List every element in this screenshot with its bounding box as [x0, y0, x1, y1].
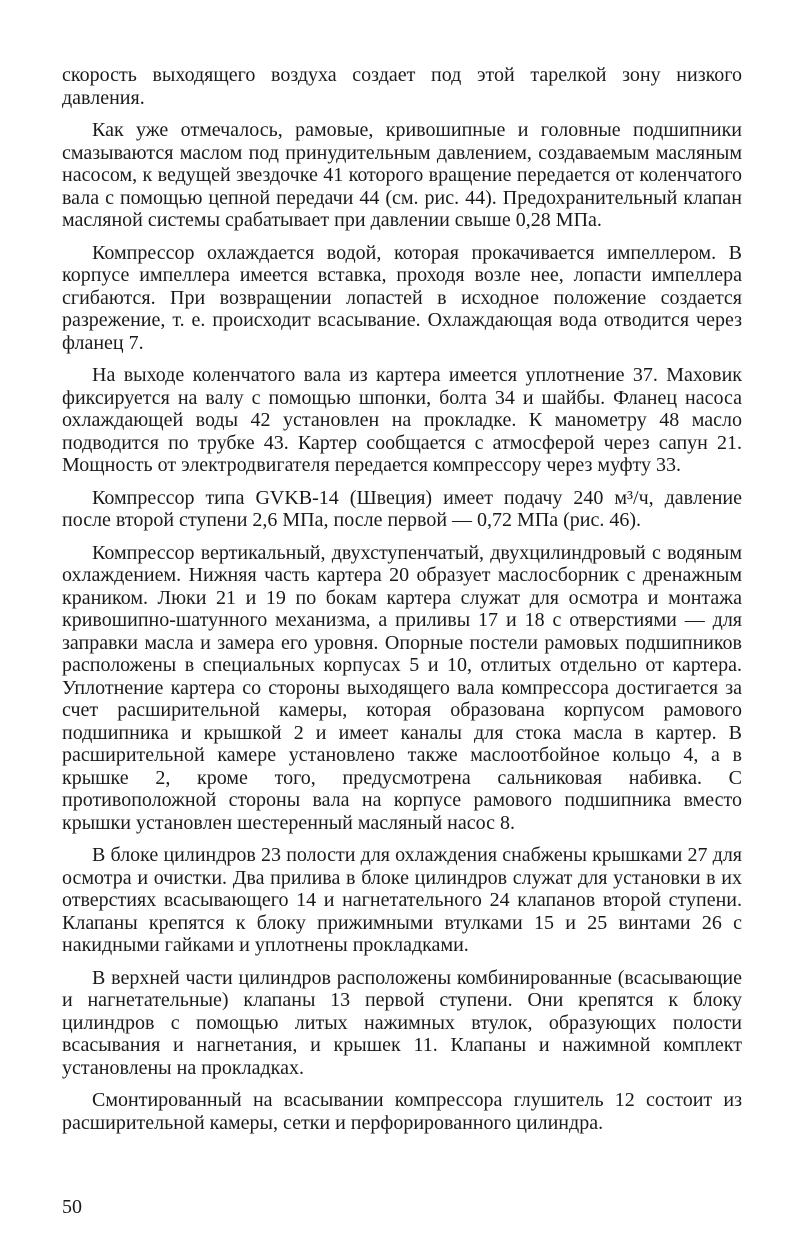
paragraph: Как уже отмечалось, рамовые, кривошипные и головные подшипники смазываются маслом под принудительным давлением, создаваемым масляным насосом, к ведущей звездочке 41 которого вращение передается от коленчатого вала с помощью цепной передачи 44 (см. рис. 44). Предохранительный клапан масляной системы срабатывает при давлении свыше 0,28 МПа.	[62, 119, 742, 231]
paragraph-compressor-heading: Компрессор типа GVKB-14 (Швеция) имеет подачу 240 м³/ч, давление после второй ступени 2,6 МПа, после первой — 0,72 МПа (рис. 46).	[62, 486, 742, 531]
paragraph: скорость выходящего воздуха создает под этой тарелкой зону низкого давления.	[62, 64, 742, 109]
page-number: 50	[62, 1196, 82, 1218]
paragraph: В верхней части цилиндров расположены комбинированные (всасывающие и нагнетательные) клапаны 13 первой ступени. Они крепятся к блоку цилиндров с помощью литых нажимных втулок, образующих полости всасывания и нагнетания, и крышек 11. Клапаны и нажимной комплект установлены на прокладках.	[62, 966, 742, 1079]
paragraph: Компрессор вертикальный, двухступенчатый, двухцилиндровый с водяным охлаждением. Нижняя часть картера 20 образует маслосборник с дренажным краником. Люки 21 и 19 по бокам картера служат для осмотра и монтажа кривошипно-шатунного механизма, а приливы 17 и 18 с отверстиями — для заправки масла и замера его уровня. Опорные постели рамовых подшипников расположены в специальных корпусах 5 и 10, отлитых отдельно от картера. Уплотнение картера со стороны выходящего вала компрессора достигается за счет расширительной камеры, которая образована корпусом рамового подшипника и крышкой 2 и имеет каналы для стока масла в картер. В расширительной камере установлено также маслоотбойное кольцо 4, а в крышке 2, кроме того, предусмотрена сальниковая набивка. С противоположной стороны вала на корпусе рамового подшипника вместо крышки установлен шестеренный масляный насос 8.	[62, 541, 742, 834]
paragraph: В блоке цилиндров 23 полости для охлаждения снабжены крышками 27 для осмотра и очистки. Два прилива в блоке цилиндров служат для установки в их отверстиях всасывающего 14 и нагнетательного 24 клапанов второй ступени. Клапаны крепятся к блоку прижимными втулками 15 и 25 винтами 26 с накидными гайками и уплотнены прокладками.	[62, 844, 742, 956]
body-text	[62, 64, 742, 1134]
paragraph: Компрессор охлаждается водой, которая прокачивается импеллером. В корпусе импеллера имеется вставка, проходя возле нее, лопасти импеллера сгибаются. При возвращении лопастей в исходное положение создается разрежение, т. е. происходит всасывание. Охлаждающая вода отводится через фланец 7.	[62, 241, 742, 354]
paragraph: На выходе коленчатого вала из картера имеется уплотнение 37. Маховик фиксируется на валу с помощью шпонки, болта 34 и шайбы. Фланец насоса охлаждающей воды 42 установлен на прокладке. К манометру 48 масло подводится по трубке 43. Картер сообщается с атмосферой через сапун 21. Мощность от электродвигателя передается компрессору через муфту 33.	[62, 364, 742, 476]
paragraph: Смонтированный на всасывании компрессора глушитель 12 состоит из расширительной камеры, сетки и перфорированного цилиндра.	[62, 1089, 742, 1134]
